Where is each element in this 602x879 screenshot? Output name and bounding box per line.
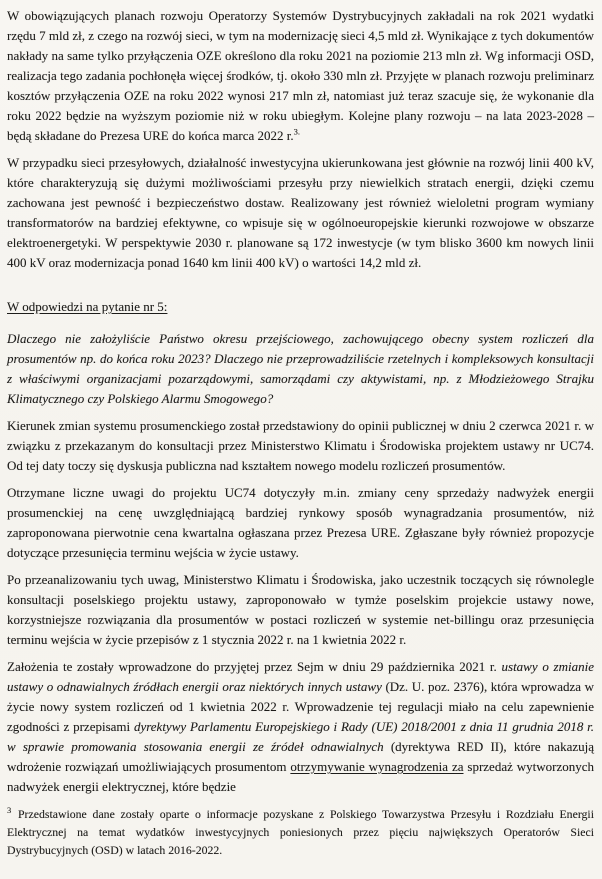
paragraph-answer-uc74-comments: Otrzymane liczne uwagi do projektu UC74 dotyczyły m.in. zmiany ceny sprzedaży nadwyżek energii prosumenckiej na cenę uwzględniającą bardziej rynkowy sposób wynagradzania prosumentów, niż zaproponowana pierwotnie cena kwartalna ogłaszana przez Prezesa URE. Zgłaszane były również propozycje dotyczące przesunięcia terminu wejścia w życie ustawy.: [7, 485, 594, 560]
paragraph-answer-sejm-act: [7, 657, 594, 797]
footnote-marker: 3: [7, 805, 12, 816]
paragraph-text: W obowiązujących planach rozwoju Operatorzy Systemów Dystrybucyjnych zakładali na rok 2021 wydatki rzędu 7 mld zł, z czego na rozwój sieci, w tym na modernizację sieci 4,5 mld zł. Wynikające z tych dokumentów nakłady na same tylko przyłączenia OZE określono dla roku 2021 na poziomie 213 mln zł. Wg informacji OSD, realizacja tego zadania pochłonęła więcej środków, tj. około 330 mln zł. Przyjęte w planach rozwoju preliminarz kosztów przyłączenia OZE na roku 2022 wynosi 217 mln zł, natomiast już teraz szacuje się, że wykonanie dla roku 2022 będzie na wyższym poziomie niż w roku ubiegłym. Kolejne plany rozwoju – na lata 2023-2028 – będą składane do Prezesa URE do końca marca 2022 r.: [7, 8, 594, 143]
paragraph-answer-prosumer-direction: Kierunek zmian systemu prosumenckiego został przedstawiony do opinii publicznej w dniu 2 czerwca 2021 r. w związku z przekazanym do konsultacji przez Ministerstwo Klimatu i Środowiska projektem ustawy nr UC74. Od tej daty toczy się dyskusja publiczna nad kształtem nowego modelu rozliczeń prosumentów.: [7, 418, 594, 473]
paragraph-transmission-networks: W przypadku sieci przesyłowych, działalność inwestycyjna ukierunkowana jest głównie na rozwój linii 400 kV, które charakteryzują się dużymi możliwościami przesyłu przy niewielkich stratach energii, dzięki czemu zachowana jest pewność i bezpieczeństwo dostaw. Realizowany jest również wieloletni program wymiany transformatorów na bardziej efektywne, co wpisuje się w ogólnoeuropejskie kierunki rozwojowe w obszarze elektroenergetyki. W perspektywie 2030 r. planowane są 172 inwestycje (w tym blisko 3600 km nowych linii 400 kV oraz modernizacja ponad 1640 km linii 400 kV) o wartości 14,2 mld zł.: [7, 155, 594, 270]
text-segment: sprzedaż wytworzonych nadwyżek energii elektrycznej, które będzie: [7, 759, 595, 794]
footnote-text: Przedstawione dane zostały oparte o informacje pozyskane z Polskiego Towarzystwa Przesyłu i Rozdziału Energii Elektrycznej na temat wydatków inwestycyjnych poniesionych przez pięciu największych Operatorów Sieci Dystrybucyjnych (OSD) w latach 2016-2022.: [7, 807, 594, 857]
paragraph-answer-net-billing: Po przeanalizowaniu tych uwag, Ministerstwo Klimatu i Środowiska, jako uczestnik toczących się równolegle konsultacji poselskiego projektu ustawy, zaproponowało w tymże poselskim projekcie ustawy nowe, korzystniejsze rozwiązania dla prosumentów w postaci rozliczeń w systemie net-billingu oraz przesunięcia terminu wejścia w życie przepisów z 1 stycznia 2022 r. na 1 kwietnia 2022 r.: [7, 572, 594, 647]
section-heading-text: W odpowiedzi na pytanie nr 5:: [7, 299, 168, 314]
cited-act-title: ustawy o zmianie ustawy o odnawialnych źródłach energii oraz niektórych innych ustawy: [7, 659, 595, 694]
text-segment: Założenia te zostały wprowadzone do przyjętej przez Sejm w dniu 29 października 2021 r.: [7, 659, 502, 674]
footnote-reference-3: 3.: [293, 126, 300, 137]
footnote-3: [7, 805, 594, 859]
underlined-remuneration-phrase: otrzymywanie wynagrodzenia za: [290, 759, 464, 774]
quoted-question-paragraph: Dlaczego nie założyliście Państwo okresu przejściowego, zachowującego obecny system rozliczeń dla prosumentów np. do końca roku 2023? Dlaczego nie przeprowadziliście rzetelnych i kompleksowych konsultacji z właściwymi organizacjami pozarządowymi, samorządami czy aktywistami, np. z Młodzieżowego Strajku Klimatycznego czy Polskiego Alarmu Smogowego?: [7, 331, 594, 406]
section-heading-answer-question-5: [7, 297, 594, 317]
text-segment: (dyrektywa RED II), które nakazują wdrożenie rozwiązań umożliwiających prosumentom: [7, 739, 594, 774]
text-segment: (Dz. U. poz. 2376), która wprowadza w życie nowy system rozliczeń od 1 kwietnia 2022 r. Wprowadzenie tej regulacji miało na celu zapewnienie zgodności z przepisami: [7, 679, 594, 734]
cited-directive-title: dyrektywy Parlamentu Europejskiego i Rady (UE) 2018/2001 z dnia 11 grudnia 2018 r. w sprawie promowania stosowania energii ze źródeł odnawialnych: [7, 719, 594, 754]
paragraph-distribution-investment-plans: [7, 6, 594, 146]
